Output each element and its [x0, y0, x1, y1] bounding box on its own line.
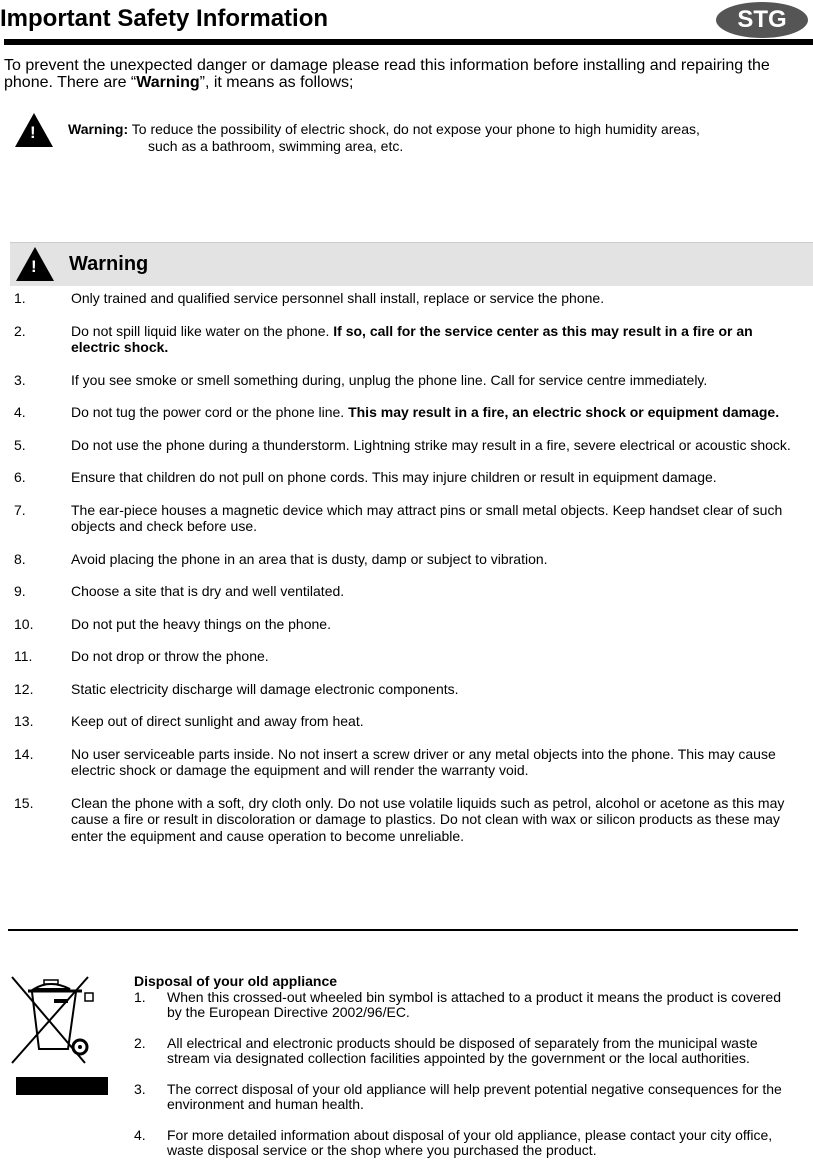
warning-note	[68, 121, 700, 155]
item-text	[71, 323, 796, 356]
item-number: 13.	[14, 713, 34, 729]
item-number: 9.	[14, 583, 26, 599]
item-number: 1.	[134, 988, 146, 1005]
item-text-normal: Do not tug the power cord or the phone line.	[71, 404, 349, 420]
item-text-normal: Only trained and qualified service personnel shall install, replace or service the phone.	[71, 290, 605, 306]
item-number: 4.	[134, 1126, 146, 1143]
item-text-normal: Do not put the heavy things on the phone.	[71, 615, 331, 632]
item-text: When this crossed-out wheeled bin symbol is attached to a product it means the product is covered by the European Directive 2002/96/EC.	[167, 988, 781, 1020]
item-text-normal: If you see smoke or smell something during, unplug the phone line. Call for service centre immediately.	[71, 371, 708, 388]
crossed-out-bin-icon	[10, 975, 110, 1097]
item-text-normal: Static electricity discharge will damage electronic components.	[71, 680, 459, 697]
item-text-bold: If so, call for the service center as this may result in a fire or an electric shock.	[71, 322, 753, 355]
list-item	[14, 551, 804, 568]
intro-text: To prevent the unexpected danger or damage please read this information before installing and repairing the phone. There are “	[4, 57, 770, 91]
list-item	[14, 404, 804, 421]
list-item	[14, 469, 804, 486]
page-title: Important Safety Information	[0, 5, 329, 32]
item-text	[71, 681, 796, 698]
list-item	[14, 502, 804, 535]
item-text	[71, 648, 796, 665]
item-number: 3.	[14, 371, 26, 388]
item-text	[71, 551, 796, 568]
header-rule	[4, 39, 813, 45]
item-text-normal: Do not spill liquid like water on the phone.	[71, 322, 334, 339]
item-text-normal: Ensure that children do not pull on phone cords. This may injure children or result in equipment damage.	[71, 469, 717, 485]
item-text	[71, 372, 796, 389]
item-text-normal: Do not use the phone during a thunderstorm. Lightning strike may result in a fire, severe electrical or acoustic shock.	[71, 436, 791, 453]
item-text-normal: Clean the phone with a soft, dry cloth only. Do not use volatile liquids such as petrol, alcohol or acetone as this may cause a fire or result in discoloration or damage to plastics. Do not clean with wax or silicon products as these may enter the equipment and cause operation to become unreliable.	[71, 794, 785, 844]
intro-bold: Warning	[136, 74, 200, 91]
item-text-normal: Keep out of direct sunlight and away from heat.	[71, 713, 364, 729]
list-item	[14, 795, 804, 845]
item-number: 4.	[14, 404, 26, 420]
item-text	[71, 616, 796, 633]
item-text	[71, 713, 796, 730]
item-number: 7.	[14, 501, 26, 518]
item-text-normal: Choose a site that is dry and well ventilated.	[71, 583, 345, 599]
disposal-title: Disposal of your old appliance	[134, 973, 338, 989]
item-text-normal: Avoid placing the phone in an area that is dusty, damp or subject to vibration.	[71, 550, 548, 567]
disposal-list	[134, 990, 794, 1159]
item-number: 11.	[14, 648, 33, 664]
section-divider	[8, 929, 798, 931]
item-number: 12.	[14, 680, 34, 697]
item-number: 14.	[14, 745, 34, 762]
item-text-normal: The ear-piece houses a magnetic device which may attract pins or small metal objects. Keep handset clear of such objects and check before use.	[71, 501, 783, 534]
list-item	[14, 290, 804, 307]
item-text-bold: This may result in a fire, an electric shock or equipment damage.	[348, 404, 780, 420]
item-number: 3.	[134, 1080, 146, 1097]
intro-paragraph	[4, 57, 794, 91]
item-number: 2.	[134, 1034, 146, 1051]
item-text	[71, 290, 796, 307]
item-text	[71, 795, 796, 845]
item-text: The correct disposal of your old appliance will help prevent potential negative consequences for the environment and human health.	[167, 1080, 782, 1112]
item-number: 1.	[14, 290, 26, 306]
item-number: 15.	[14, 794, 34, 811]
item-text	[71, 583, 796, 600]
list-item	[134, 990, 794, 1021]
item-number: 8.	[14, 550, 26, 567]
item-text	[71, 502, 796, 535]
list-item	[14, 746, 804, 779]
list-item	[14, 713, 804, 730]
item-number: 2.	[14, 322, 26, 339]
warning-note-text: To reduce the possibility of electric shock, do not expose your phone to high humidity areas,	[128, 121, 700, 137]
list-item	[14, 372, 804, 389]
item-number: 10.	[14, 615, 34, 632]
disposal-section	[134, 974, 794, 1174]
list-item	[14, 681, 804, 698]
list-item	[14, 616, 804, 633]
item-number: 6.	[14, 469, 26, 485]
list-item	[134, 1128, 794, 1159]
list-item	[14, 323, 804, 356]
item-text-normal: No user serviceable parts inside. No not insert a screw driver or any metal objects into the phone. This may cause electric shock or damage the equipment and will render the warranty void.	[71, 745, 776, 778]
warning-triangle-icon: !	[16, 247, 54, 281]
warning-label: Warning:	[68, 121, 129, 137]
item-text-normal: Do not drop or throw the phone.	[71, 648, 269, 664]
stg-logo: STG	[716, 2, 808, 38]
warning-list	[14, 290, 804, 860]
intro-text-end: ”, it means as follows;	[199, 74, 354, 91]
list-item	[14, 583, 804, 600]
item-number: 5.	[14, 436, 26, 453]
warning-note-text-2: such as a bathroom, swimming area, etc.	[148, 138, 404, 154]
item-text	[71, 437, 796, 454]
list-item	[14, 437, 804, 454]
item-text	[71, 746, 796, 779]
item-text: For more detailed information about disposal of your old appliance, please contact your city office, waste disposal service or the shop where you purchased the product.	[167, 1126, 773, 1158]
warning-section-header	[10, 242, 813, 286]
item-text	[71, 404, 796, 421]
item-text	[71, 469, 796, 486]
list-item	[134, 1036, 794, 1067]
warning-triangle-icon: !	[15, 113, 53, 147]
item-text: All electrical and electronic products should be disposed of separately from the municipal waste stream via designated collection facilities appointed by the government or the local authorities.	[167, 1034, 758, 1066]
warning-section-title: Warning	[69, 253, 149, 275]
list-item	[14, 648, 804, 665]
list-item	[134, 1082, 794, 1113]
